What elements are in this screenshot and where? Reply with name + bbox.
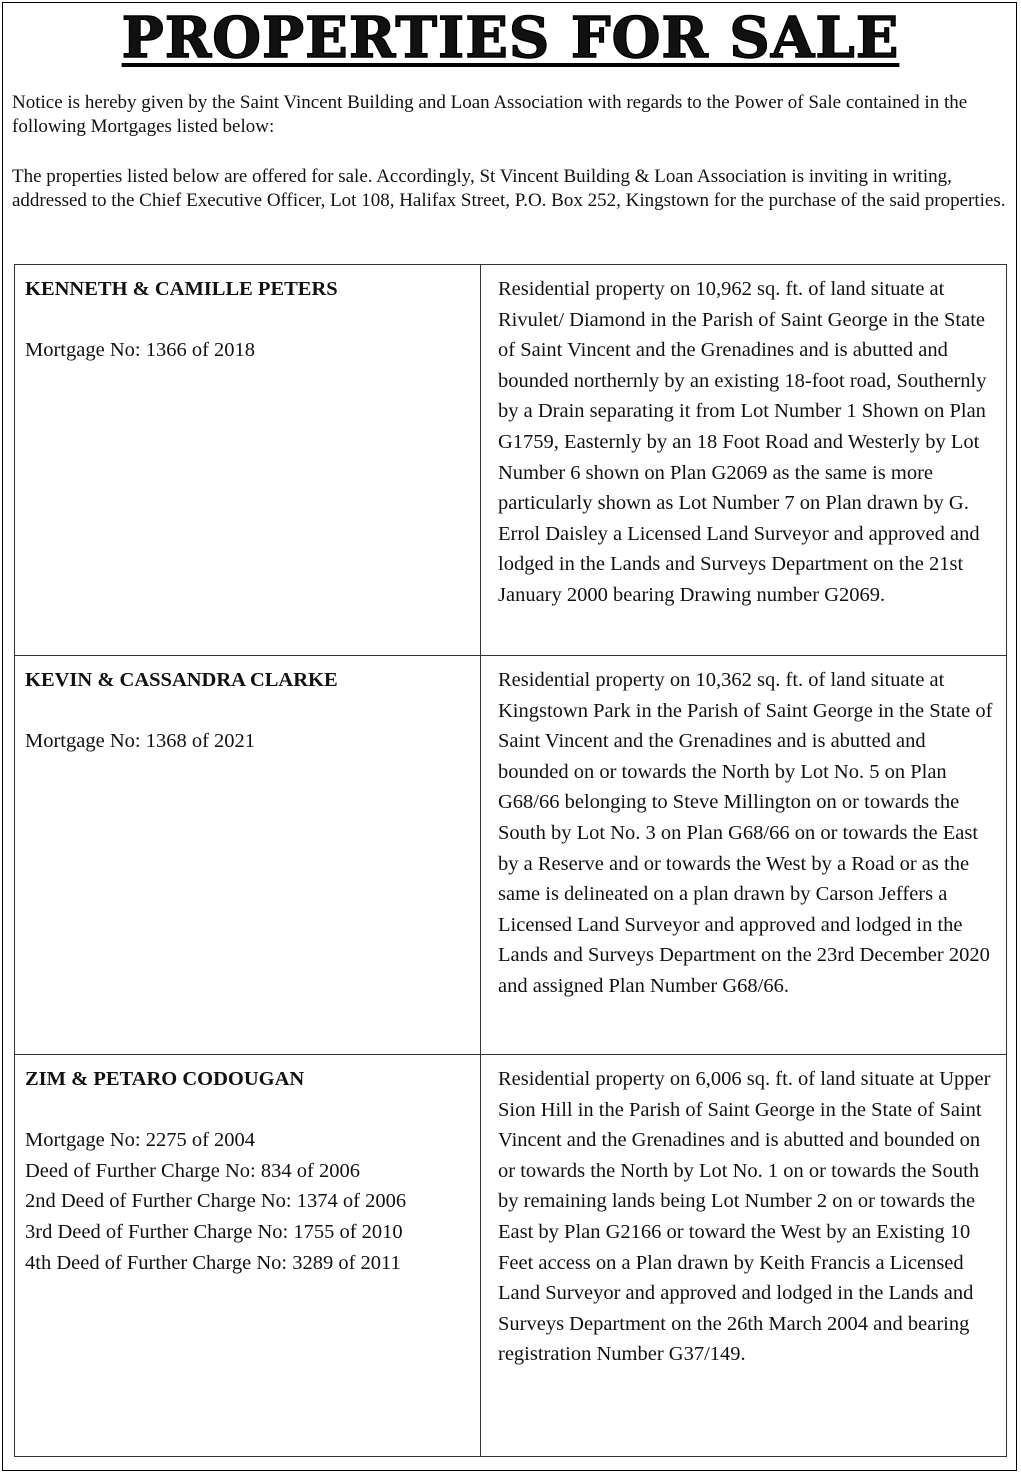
property-row	[15, 656, 1007, 1055]
mortgage-line: Mortgage No: 2275 of 2004	[25, 1129, 256, 1152]
mortgage-line: Mortgage No: 1368 of 2021	[25, 730, 256, 753]
property-description-cell	[481, 1055, 1007, 1457]
property-owner-cell	[15, 265, 481, 656]
mortgage-line: Mortgage No: 1366 of 2018	[25, 339, 256, 362]
mortgage-line: 4th Deed of Further Charge No: 3289 of 2011	[25, 1251, 401, 1274]
mortgage-line: 3rd Deed of Further Charge No: 1755 of 2010	[25, 1220, 403, 1243]
mortgage-line: Deed of Further Charge No: 834 of 2006	[25, 1159, 360, 1182]
mortgage-line: 2nd Deed of Further Charge No: 1374 of 2006	[25, 1190, 407, 1213]
property-description-cell	[481, 265, 1007, 656]
page-title: PROPERTIES FOR SALE	[121, 5, 900, 71]
property-row	[15, 265, 1007, 656]
property-row	[15, 1055, 1007, 1457]
property-owner-cell	[15, 1055, 481, 1457]
owner-names: ZIM & PETARO CODOUGAN	[25, 1068, 305, 1090]
invitation-paragraph: The properties listed below are offered for sale. Accordingly, St Vincent Building & Loan Association is inviting in writing, addressed to the Chief Executive Officer, Lot 108, Halifax Street, P.O. Box 252, Kingstown for the purchase of the said properties.	[12, 166, 1006, 211]
property-owner-cell	[15, 656, 481, 1055]
notice-paragraph: Notice is hereby given by the Saint Vincent Building and Loan Association with regards to the Power of Sale contained in the following Mortgages listed below:	[12, 92, 968, 137]
property-description: Residential property on 10,962 sq. ft. of land situate at Rivulet/ Diamond in the Parish of Saint George in the State of Saint Vincent and the Grenadines and is abutted and bounded northernly by an existing 18-foot road, Southernly by a Drain separating it from Lot Number 1 Shown on Plan G1759, Easternly by an 18 Foot Road and Westerly by Lot Number 6 shown on Plan G2069 as the same is more particularly shown as Lot Number 7 on Plan drawn by G. Errol Daisley a Licensed Land Surveyor and approved and lodged in the Lands and Surveys Department on the 21st January 2000 bearing Drawing number G2069.	[498, 278, 987, 606]
property-description: Residential property on 10,362 sq. ft. of land situate at Kingstown Park in the Parish of Saint George in the State of Saint Vincent and the Grenadines and is abutted and bounded on or towards the North by Lot No. 5 on Plan G68/66 belonging to Steve Millington on or towards the South by Lot No. 3 on Plan G68/66 on or towards the East by a Reserve and or towards the West by a Road or as the same is delineated on a plan drawn by Carson Jeffers a Licensed Land Surveyor and approved and lodged in the Lands and Surveys Department on the 23rd December 2020 and assigned Plan Number G68/66.	[498, 669, 993, 997]
owner-names: KEVIN & CASSANDRA CLARKE	[25, 669, 338, 691]
property-description-cell	[481, 656, 1007, 1055]
owner-names: KENNETH & CAMILLE PETERS	[25, 278, 338, 300]
property-description: Residential property on 6,006 sq. ft. of land situate at Upper Sion Hill in the Parish of Saint George in the State of Saint Vincent and the Grenadines and is abutted and bounded on or towards the North by Lot No. 1 on or towards the South by remaining lands being Lot Number 2 on or towards the East by Plan G2166 or toward the West by an Existing 10 Feet access on a Plan drawn by Keith Francis a Licensed Land Surveyor and approved and lodged in the Lands and Surveys Department on the 26th March 2004 and bearing registration Number G37/149.	[498, 1068, 991, 1366]
properties-table	[14, 264, 1007, 1457]
